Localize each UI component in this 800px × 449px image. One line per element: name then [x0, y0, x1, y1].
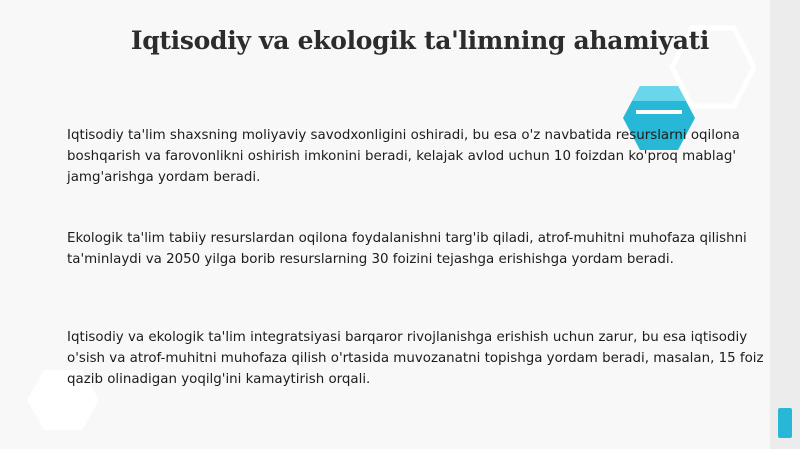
- paragraph-ecological-education: Ekologik ta'lim tabiiy resurslardan oqilona foydalanishni targ'ib qiladi, atrof-muhitni muhofaza qilishni ta'minlaydi va 2050 yilga borib resurslarning 30 foizini tejashga erishishga yordam beradi.: [67, 231, 747, 267]
- paragraph-integration: Iqtisodiy va ekologik ta'lim integratsiyasi barqaror rivojlanishga erishish uchun zarur, bu esa iqtisodiy o'sish va atrof-muhitni muhofaza qilish o'rtasida muvozanatni topishga yordam beradi, masalan, 15 foiz qazib olinadigan yoqilg'ini kamaytirish orqali.: [67, 330, 764, 387]
- right-margin-strip: [770, 0, 800, 449]
- slide-title: Iqtisodiy va ekologik ta'limning ahamiyati: [130, 26, 710, 55]
- paragraph-economic-education: Iqtisodiy ta'lim shaxsning moliyaviy savodxonligini oshiradi, bu esa o'z navbatida resurslarni oqilona boshqarish va farovonlikni oshirish imkonini beradi, kelajak avlod uchun 10 foizdan ko'proq mablag' jamg'arishga yordam beradi.: [67, 128, 740, 185]
- accent-bar: [778, 408, 792, 438]
